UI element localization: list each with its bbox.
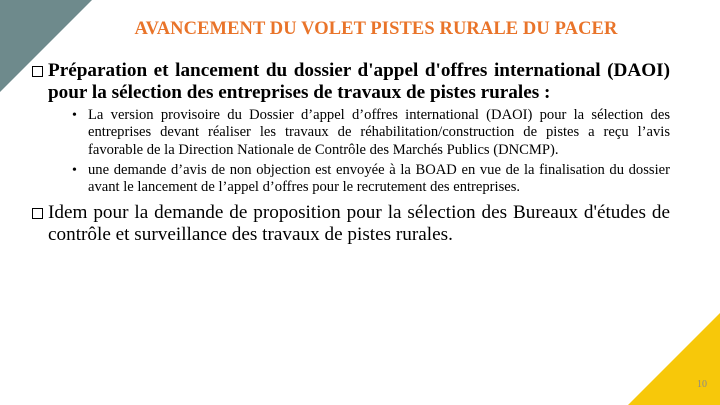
sub-bullet-item <box>72 162 670 197</box>
page-number: 10 <box>697 379 707 390</box>
slide-content <box>32 60 670 252</box>
sub-bullet-list <box>48 107 670 196</box>
main-bullet-text: Idem pour la demande de proposition pour la sélection des Bureaux d'études de contrôle et surveillance des travaux de pistes rurales. <box>48 202 670 246</box>
sub-bullet-item <box>72 107 670 159</box>
slide-title: AVANCEMENT DU VOLET PISTES RURALE DU PACER <box>134 19 618 39</box>
sub-bullet-text: une demande d’avis de non objection est envoyée à la BOAD en vue de la finalisation du dossier avant le lancement de l’appel d’offres pour le recrutement des entreprises. <box>88 161 670 196</box>
bottom-right-corner-decoration <box>628 313 720 405</box>
dot-bullet-icon: • <box>72 162 77 178</box>
sub-bullet-text: La version provisoire du Dossier d’appel d’offres international (DAOI) pour la sélection des entreprises devant réaliser les travaux de réhabilitation/construction de pistes a reçu l’avis favorable de la Direction Nationale de Contrôle des Marchés Publics (DNCMP). <box>88 107 670 158</box>
main-bullet-item <box>32 60 670 196</box>
dot-bullet-icon: • <box>72 108 77 123</box>
main-bullet-item <box>32 202 670 246</box>
main-bullet-text: Préparation et lancement du dossier d'appel d'offres international (DAOI) pour la sélection des entreprises de travaux de pistes rurales : <box>48 60 670 103</box>
checkbox-bullet-icon <box>32 208 43 219</box>
checkbox-bullet-icon <box>32 66 43 77</box>
